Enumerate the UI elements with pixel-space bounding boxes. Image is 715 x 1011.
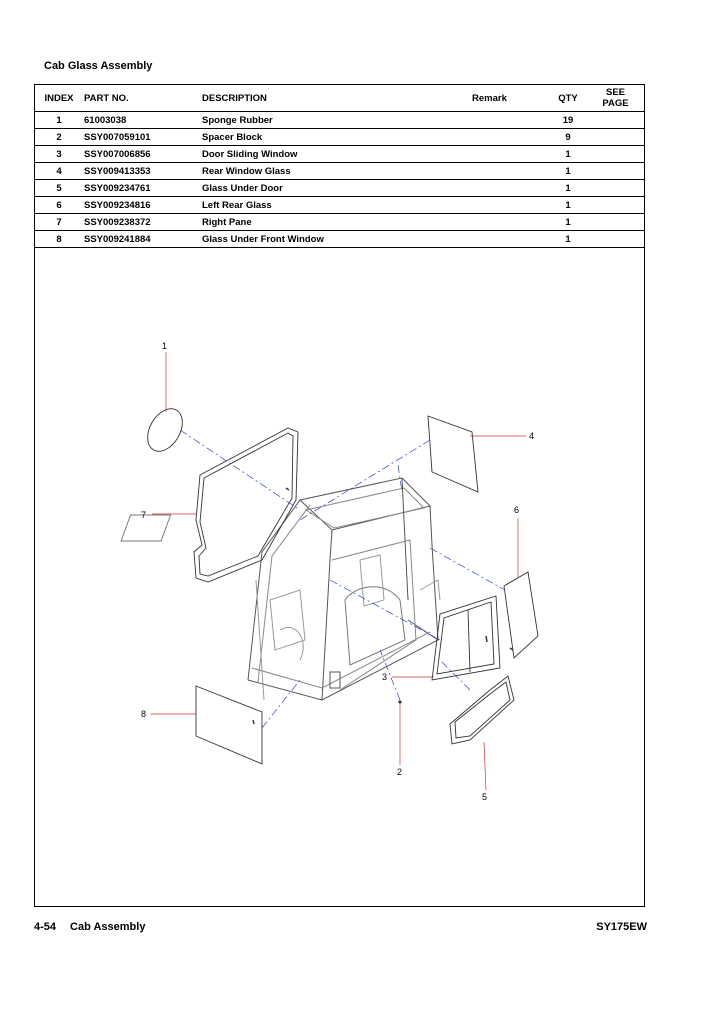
callout-1: 1 [162, 341, 168, 351]
row-description: Rear Window Glass [202, 163, 472, 180]
row-qty: 1 [550, 146, 586, 163]
row-remark [472, 146, 550, 163]
row-remark [472, 112, 550, 129]
header-qty: QTY [550, 85, 586, 112]
footer-left [34, 921, 145, 933]
row-qty: 1 [550, 197, 586, 214]
header-part-no: PART NO. [84, 85, 202, 112]
row-see-page [586, 214, 645, 231]
row-see-page [586, 146, 645, 163]
row-part-no: SSY009234816 [84, 197, 202, 214]
row-qty: 9 [550, 129, 586, 146]
row-remark [472, 180, 550, 197]
row-see-page [586, 180, 645, 197]
table-header-row [34, 85, 645, 112]
callout-6: 6 [514, 505, 520, 515]
callout-3: 3 [382, 672, 388, 682]
row-qty: 19 [550, 112, 586, 129]
row-description: Right Pane [202, 214, 472, 231]
row-description: Spacer Block [202, 129, 472, 146]
callout-4: 4 [529, 431, 535, 441]
row-see-page [586, 129, 645, 146]
table-row [34, 180, 645, 197]
row-qty: 1 [550, 180, 586, 197]
table-row [34, 129, 645, 146]
row-remark [472, 197, 550, 214]
callout-5: 5 [482, 792, 488, 802]
table-row [34, 112, 645, 129]
row-part-no: SSY007059101 [84, 129, 202, 146]
row-description: Glass Under Front Window [202, 231, 472, 248]
row-description: Left Rear Glass [202, 197, 472, 214]
row-remark [472, 163, 550, 180]
row-qty: 1 [550, 231, 586, 248]
row-index: 1 [34, 112, 84, 129]
header-index: INDEX [34, 85, 84, 112]
row-part-no: SSY007006856 [84, 146, 202, 163]
callout-2: 2 [397, 767, 403, 777]
row-part-no: SSY009234761 [84, 180, 202, 197]
row-description: Door Sliding Window [202, 146, 472, 163]
row-index: 4 [34, 163, 84, 180]
row-description: Glass Under Door [202, 180, 472, 197]
footer-page-number: 4-54 [34, 921, 57, 933]
row-see-page [586, 231, 645, 248]
row-index: 6 [34, 197, 84, 214]
row-remark [472, 129, 550, 146]
page-title: Cab Glass Assembly [44, 60, 153, 72]
row-description: Sponge Rubber [202, 112, 472, 129]
header-see-page-line1: SEE [605, 87, 625, 98]
row-remark [472, 231, 550, 248]
header-see-page-line2: PAGE [602, 98, 629, 109]
row-index: 7 [34, 214, 84, 231]
table-row [34, 214, 645, 231]
row-part-no: 61003038 [84, 112, 202, 129]
row-see-page [586, 197, 645, 214]
row-qty: 1 [550, 163, 586, 180]
row-see-page [586, 163, 645, 180]
callout-7: 7 [141, 510, 147, 520]
row-part-no: SSY009241884 [84, 231, 202, 248]
table-row [34, 197, 645, 214]
row-qty: 1 [550, 214, 586, 231]
row-remark [472, 214, 550, 231]
table-row [34, 231, 645, 248]
header-description: DESCRIPTION [202, 85, 472, 112]
row-index: 8 [34, 231, 84, 248]
row-see-page [586, 112, 645, 129]
row-part-no: SSY009413353 [84, 163, 202, 180]
header-see-page [586, 85, 645, 112]
footer-model: SY175EW [596, 921, 647, 933]
row-part-no: SSY009238372 [84, 214, 202, 231]
footer-section: Cab Assembly [70, 921, 146, 933]
header-remark: Remark [472, 85, 550, 112]
callout-8: 8 [141, 709, 147, 719]
table-row [34, 163, 645, 180]
row-index: 5 [34, 180, 84, 197]
row-index: 3 [34, 146, 84, 163]
parts-table [34, 85, 645, 248]
table-row [34, 146, 645, 163]
row-index: 2 [34, 129, 84, 146]
